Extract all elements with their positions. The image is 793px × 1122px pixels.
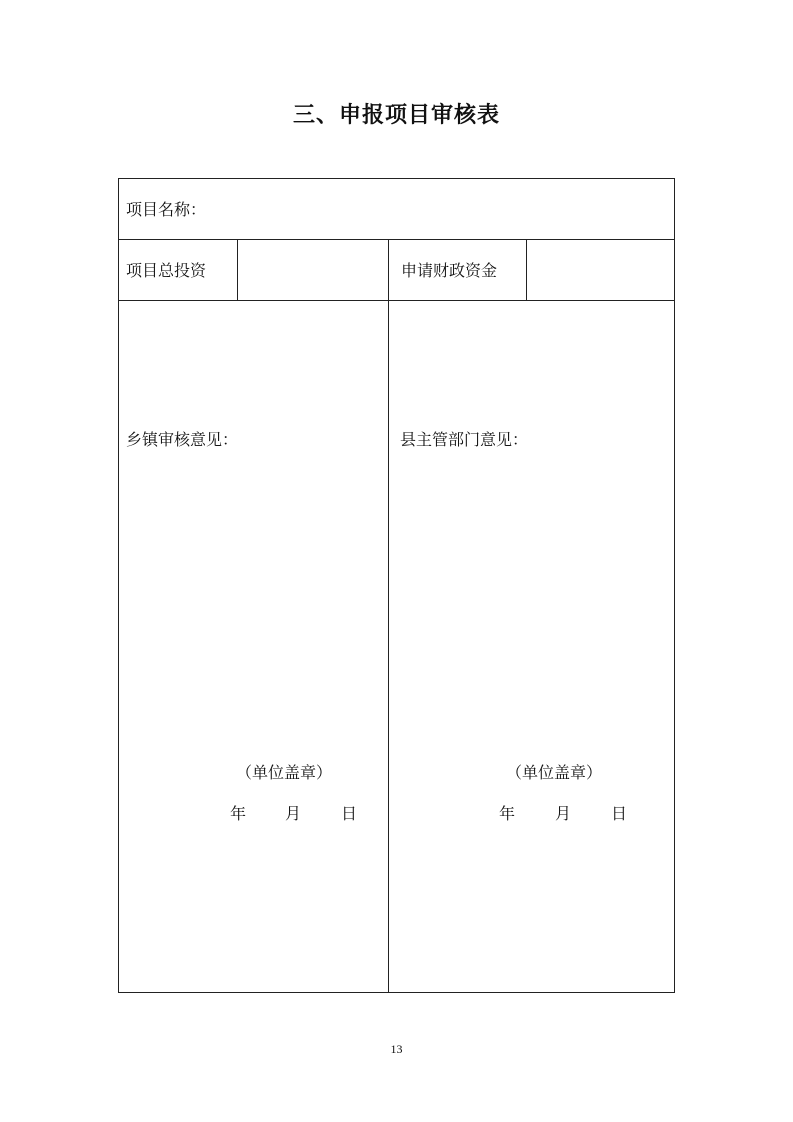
township-date-day: 日 — [341, 804, 358, 823]
township-date-year: 年 — [230, 804, 247, 823]
township-seal-text: （单位盖章） — [236, 763, 333, 782]
page-title: 三、申报项目审核表 — [292, 103, 500, 128]
total-investment-label: 项目总投资 — [126, 261, 207, 280]
township-date-month: 月 — [285, 804, 302, 823]
county-date-day: 日 — [611, 804, 628, 823]
column-divider — [526, 240, 527, 300]
column-divider — [237, 240, 238, 300]
column-divider — [388, 240, 389, 993]
county-date-year: 年 — [499, 804, 516, 823]
township-opinion-label: 乡镇审核意见： — [126, 430, 239, 449]
row-divider — [119, 239, 674, 240]
page-number: 13 — [390, 1042, 403, 1056]
county-date-month: 月 — [555, 804, 572, 823]
row-divider — [119, 300, 674, 301]
requested-funds-label: 申请财政资金 — [401, 261, 498, 280]
county-seal-text: （单位盖章） — [506, 763, 603, 782]
county-opinion-label: 县主管部门意见： — [400, 430, 529, 449]
review-form-table — [118, 178, 675, 993]
project-name-label: 项目名称： — [126, 200, 207, 219]
